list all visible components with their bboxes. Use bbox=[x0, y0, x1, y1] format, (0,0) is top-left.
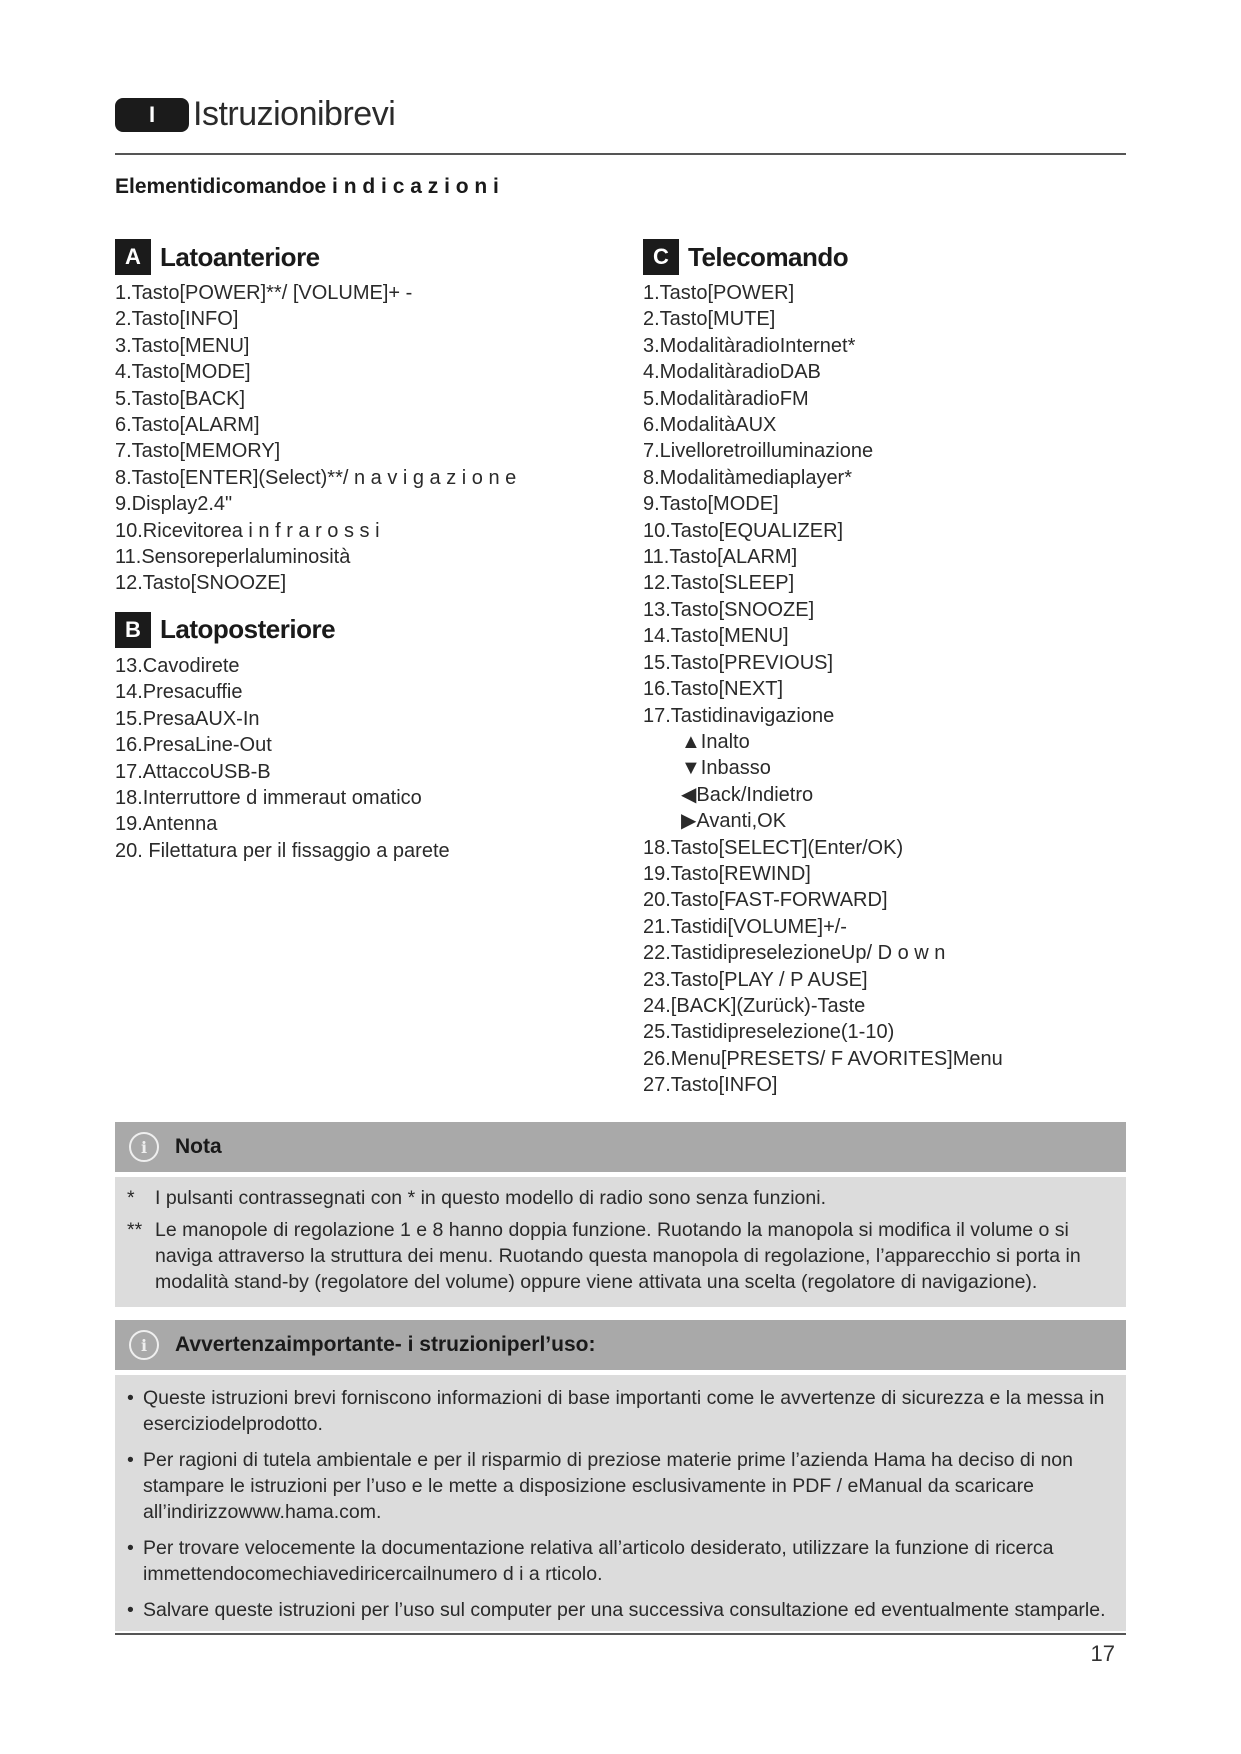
list-item: 11.Sensoreperlaluminosità bbox=[115, 546, 351, 569]
list-item: 20. Filettatura per il fissaggio a parete bbox=[115, 839, 450, 862]
list-item: 13.Tasto[SNOOZE] bbox=[643, 598, 815, 621]
list-item: 4.ModalitàradioDAB bbox=[643, 361, 821, 384]
list-item: 11.Tasto[ALARM] bbox=[643, 546, 798, 569]
list-item: 26.Menu[PRESETS/ F AVORITES]Menu bbox=[643, 1047, 1003, 1070]
list-item: 14.Presacuffie bbox=[115, 681, 243, 704]
section-b-header bbox=[115, 611, 615, 649]
front-side-list bbox=[115, 280, 615, 597]
list-item: 2.Tasto[MUTE] bbox=[643, 308, 776, 331]
note-mark: ** bbox=[127, 1219, 143, 1241]
list-item: 7.Tasto[MEMORY] bbox=[115, 440, 281, 463]
list-item: 6.Tasto[ALARM] bbox=[115, 414, 260, 437]
list-item: 8.Modalitàmediaplayer* bbox=[643, 466, 853, 489]
language-badge: I bbox=[115, 98, 189, 132]
list-item: 16.Tasto[NEXT] bbox=[643, 678, 784, 701]
list-item: 9.Display2.4" bbox=[115, 493, 233, 516]
warning-box bbox=[115, 1320, 1126, 1631]
section-a-title: Latoanteriore bbox=[160, 241, 320, 272]
info-icon: i bbox=[129, 1330, 159, 1360]
footer-divider bbox=[115, 1633, 1126, 1635]
list-item: 6.ModalitàAUX bbox=[643, 414, 777, 437]
page-header bbox=[115, 95, 395, 134]
section-c-header bbox=[643, 238, 1143, 276]
list-item: 5.Tasto[BACK] bbox=[115, 387, 246, 410]
list-item: 18.Tasto[SELECT](Enter/OK) bbox=[643, 836, 904, 859]
back-side-list bbox=[115, 653, 615, 864]
list-item: 22.TastidipreselezioneUp/ D o w n bbox=[643, 942, 946, 965]
list-item: 13.Cavodirete bbox=[115, 654, 240, 677]
list-item: 12.Tasto[SLEEP] bbox=[643, 572, 795, 595]
list-item: 3.ModalitàradioInternet* bbox=[643, 334, 856, 357]
bullet-item bbox=[127, 1385, 1114, 1437]
list-item: 1.Tasto[POWER]**/ [VOLUME]+ - bbox=[115, 282, 413, 304]
section-a-letter: A bbox=[115, 239, 151, 275]
list-item: 18.Interruttore d immeraut omatico bbox=[115, 786, 422, 809]
section-c-title: Telecomando bbox=[688, 241, 849, 272]
note-mark: * bbox=[127, 1187, 135, 1209]
nav-subitem: ▲Inalto bbox=[681, 730, 750, 753]
section-heading: Elementidicomandoe i n d i c a z i o n i bbox=[115, 175, 499, 198]
right-column bbox=[643, 238, 1143, 1099]
bullet-text: Per trovare velocemente la documentazione relativa all’articolo desiderato, utilizzare la funzione di ricerca immettendocomechiavediricercailnumero d i a rticolo. bbox=[143, 1537, 1054, 1585]
bullet-icon: • bbox=[127, 1449, 134, 1471]
spacer bbox=[115, 597, 615, 611]
section-a-header bbox=[115, 238, 615, 276]
note-text: I pulsanti contrassegnati con * in questo modello di radio sono senza funzioni. bbox=[155, 1187, 826, 1209]
bullet-text: Salvare queste istruzioni per l’uso sul computer per una successiva consultazione ed eventualmente stamparle. bbox=[143, 1599, 1106, 1621]
list-item: 15.Tasto[PREVIOUS] bbox=[643, 651, 834, 674]
note-text: Le manopole di regolazione 1 e 8 hanno doppia funzione. Ruotando la manopola si modifica il volume o si naviga attraverso la struttura dei menu. Ruotando questa manopola di regolazione, l’apparecchio si porta in modalità stand-by (regolatore del volume) oppure viene attivata una scelta (regolatore di navigazione). bbox=[155, 1219, 1081, 1293]
section-b-letter: B bbox=[115, 612, 151, 648]
bullet-item bbox=[127, 1535, 1114, 1587]
list-item: 3.Tasto[MENU] bbox=[115, 334, 250, 357]
bullet-icon: • bbox=[127, 1387, 134, 1409]
bullet-icon: • bbox=[127, 1599, 134, 1621]
list-item: 5.ModalitàradioFM bbox=[643, 387, 809, 410]
list-item: 21.Tastidi[VOLUME]+/- bbox=[643, 915, 847, 938]
page-number: 17 bbox=[1090, 1641, 1115, 1666]
list-item: 10.Tasto[EQUALIZER] bbox=[643, 519, 844, 542]
list-item: 14.Tasto[MENU] bbox=[643, 625, 789, 648]
list-item: 7.Livelloretroilluminazione bbox=[643, 440, 874, 463]
note-body bbox=[115, 1177, 1126, 1307]
list-item: 27.Tasto[INFO] bbox=[643, 1074, 778, 1097]
list-item: 2.Tasto[INFO] bbox=[115, 308, 239, 331]
list-item: 23.Tasto[PLAY / P AUSE] bbox=[643, 968, 868, 991]
list-item: 10.Ricevitorea i n f r a r o s s i bbox=[115, 519, 380, 542]
list-item: 16.PresaLine-Out bbox=[115, 734, 272, 757]
nav-subitem: ▼Inbasso bbox=[681, 757, 771, 780]
note-row bbox=[127, 1185, 1114, 1211]
list-item: 9.Tasto[MODE] bbox=[643, 493, 779, 516]
note-header bbox=[115, 1122, 1126, 1172]
list-item: 15.PresaAUX-In bbox=[115, 707, 260, 730]
note-title: Nota bbox=[175, 1135, 222, 1158]
list-item: 25.Tastidipreselezione(1-10) bbox=[643, 1021, 895, 1044]
bullet-item bbox=[127, 1447, 1114, 1525]
list-item: 17.Tastidinavigazione bbox=[643, 704, 835, 727]
bullet-text: Queste istruzioni brevi forniscono informazioni di base importanti come le avvertenze di sicurezza e la messa in eserciziodelprodotto. bbox=[143, 1387, 1105, 1435]
warning-title: Avvertenzaimportante- i struzioniperl’uso: bbox=[175, 1333, 596, 1356]
list-item: 19.Tasto[REWIND] bbox=[643, 862, 811, 885]
warning-header bbox=[115, 1320, 1126, 1370]
bullet-text: Per ragioni di tutela ambientale e per il risparmio di preziose materie prime l’azienda Hama ha deciso di non stampare le istruzioni per l’uso e le mette a disposizione esclusivamente in PDF / eManual da scaricare all’indirizzowww.hama.com. bbox=[143, 1449, 1073, 1523]
list-item: 17.AttaccoUSB-B bbox=[115, 760, 271, 783]
bullet-item bbox=[127, 1597, 1114, 1623]
bullet-icon: • bbox=[127, 1537, 134, 1559]
list-item: 12.Tasto[SNOOZE] bbox=[115, 572, 287, 595]
warning-body bbox=[115, 1375, 1126, 1631]
nav-subitem: ▶Avanti,OK bbox=[681, 810, 787, 833]
remote-control-list bbox=[643, 280, 1143, 1099]
nav-subitem: ◀Back/Indietro bbox=[681, 783, 814, 806]
list-item: 4.Tasto[MODE] bbox=[115, 361, 251, 384]
header-divider bbox=[115, 153, 1126, 155]
list-item: 24.[BACK](Zurück)-Taste bbox=[643, 994, 866, 1017]
section-c-letter: C bbox=[643, 239, 679, 275]
section-b-title: Latoposteriore bbox=[160, 614, 336, 645]
list-item: 20.Tasto[FAST-FORWARD] bbox=[643, 889, 888, 912]
page-title: Istruzionibrevi bbox=[193, 95, 396, 133]
left-column bbox=[115, 238, 615, 864]
list-item: 19.Antenna bbox=[115, 813, 218, 836]
list-item: 1.Tasto[POWER] bbox=[643, 282, 795, 304]
note-row bbox=[127, 1217, 1114, 1295]
list-item: 8.Tasto[ENTER](Select)**/ n a v i g a z i o n e bbox=[115, 466, 517, 489]
info-icon: i bbox=[129, 1132, 159, 1162]
note-box bbox=[115, 1122, 1126, 1307]
